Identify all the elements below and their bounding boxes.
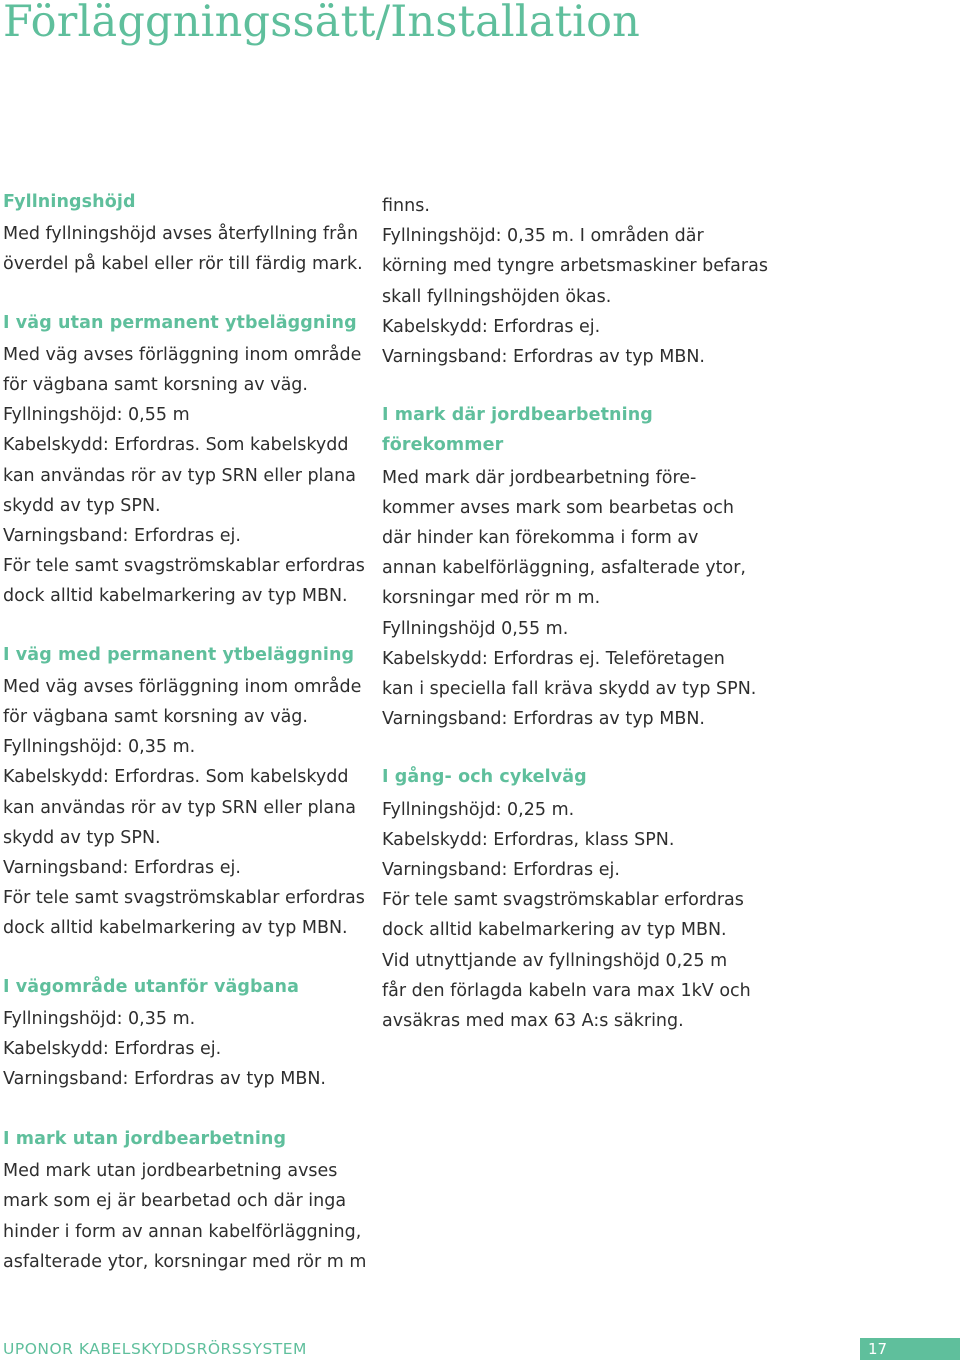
body-line: Kabelskydd: Erfordras. Som kabelskydd	[3, 767, 349, 788]
section-mark-utan	[3, 1124, 367, 1277]
body-line: för vägbana samt korsning av väg.	[3, 707, 308, 728]
section-vag-utan	[3, 308, 363, 612]
page-number: 17	[860, 1338, 960, 1360]
body-line: får den förlagda kabeln vara max 1kV och	[382, 980, 751, 1001]
body-line: Varningsband: Erfordras ej.	[3, 526, 241, 547]
body-line: annan kabelförläggning, asfalterade ytor,	[382, 558, 746, 579]
body-line: korsningar med rör m m.	[382, 588, 601, 609]
section-heading: Fyllningshöjd	[3, 192, 136, 212]
section-heading: I gång- och cykelväg	[382, 767, 587, 788]
section-gang-cykel	[382, 762, 751, 1036]
section-heading: I väg med permanent ytbeläggning	[3, 644, 355, 665]
section-heading-line: förekommer	[382, 435, 504, 456]
body-line: Fyllningshöjd: 0,35 m.	[3, 1008, 196, 1029]
body-line: För tele samt svagströmskablar erfordras	[382, 890, 744, 911]
body-line: Med väg avses förläggning inom område	[3, 676, 362, 697]
body-line: dock alltid kabelmarkering av typ MBN.	[3, 918, 348, 939]
body-line: finns.	[382, 196, 430, 216]
body-line: Med mark där jordbearbetning före-	[382, 467, 697, 488]
section-heading: I mark utan jordbearbetning	[3, 1129, 287, 1149]
section-heading: I väg utan permanent ytbeläggning	[3, 312, 357, 333]
body-line: Kabelskydd: Erfordras ej.	[3, 1039, 222, 1060]
body-line: skydd av typ SPN.	[3, 495, 161, 516]
section-heading-line: I mark där jordbearbetning	[382, 405, 653, 426]
body-line: Varningsband: Erfordras av typ MBN.	[382, 709, 705, 730]
left-column	[3, 187, 363, 1094]
body-line: hinder i form av annan kabelförläggning,	[3, 1221, 362, 1242]
body-line: Fyllningshöjd: 0,35 m.	[3, 737, 196, 758]
body-line: Kabelskydd: Erfordras, klass SPN.	[382, 829, 675, 850]
body-line: avsäkras med max 63 A:s säkring.	[382, 1011, 684, 1032]
body-line: skydd av typ SPN.	[3, 827, 161, 848]
section-heading: I vägområde utanför vägbana	[3, 976, 300, 997]
section-mark-utan-continued	[382, 191, 768, 372]
body-line: där hinder kan förekomma i form av	[382, 528, 699, 549]
body-line: skall fyllningshöjden ökas.	[382, 286, 612, 307]
body-line: kommer avses mark som bearbetas och	[382, 497, 734, 518]
body-line: Kabelskydd: Erfordras ej. Teleföretagen	[382, 648, 725, 669]
right-column	[382, 191, 768, 1036]
body-line: Varningsband: Erfordras ej.	[382, 860, 620, 881]
body-line: Vid utnyttjande av fyllningshöjd 0,25 m	[382, 950, 728, 971]
body-line: Med mark utan jordbearbetning avses	[3, 1161, 338, 1182]
page-title: Förläggningssätt/Installation	[3, 0, 641, 47]
body-line: kan användas rör av typ SRN eller plana	[3, 797, 356, 818]
body-line: Varningsband: Erfordras av typ MBN.	[3, 1069, 326, 1090]
footer-brand: UPONOR KABELSKYDDSRÖRSSYSTEM	[3, 1340, 307, 1358]
body-line: kan användas rör av typ SRN eller plana	[3, 465, 356, 486]
body-line: dock alltid kabelmarkering av typ MBN.	[382, 920, 727, 941]
body-line: Med väg avses förläggning inom område	[3, 344, 362, 365]
section-vagomrade	[3, 972, 363, 1095]
body-line: överdel på kabel eller rör till färdig mark.	[3, 254, 363, 275]
body-line: För tele samt svagströmskablar erfordras	[3, 556, 365, 577]
body-line: för vägbana samt korsning av väg.	[3, 375, 308, 396]
body-line: dock alltid kabelmarkering av typ MBN.	[3, 586, 348, 607]
body-line: Fyllningshöjd: 0,55 m	[3, 405, 190, 426]
body-line: Kabelskydd: Erfordras. Som kabelskydd	[3, 435, 349, 456]
body-line: Kabelskydd: Erfordras ej.	[382, 316, 601, 337]
body-line: mark som ej är bearbetad och där inga	[3, 1191, 347, 1212]
body-line: asfalterade ytor, korsningar med rör m m	[3, 1251, 367, 1272]
body-line: Fyllningshöjd: 0,25 m.	[382, 799, 575, 820]
body-line: Varningsband: Erfordras ej.	[3, 858, 241, 879]
section-fyllningshojd	[3, 187, 363, 280]
body-line: För tele samt svagströmskablar erfordras	[3, 888, 365, 909]
body-line: kan i speciella fall kräva skydd av typ SPN.	[382, 679, 757, 700]
section-vag-med	[3, 640, 363, 944]
section-heading	[382, 400, 742, 460]
section-mark-dar	[382, 400, 757, 734]
body-line: Fyllningshöjd 0,55 m.	[382, 618, 569, 639]
body-line: Varningsband: Erfordras av typ MBN.	[382, 347, 705, 368]
body-line: Fyllningshöjd: 0,35 m. I områden där	[382, 226, 704, 247]
body-line: körning med tyngre arbetsmaskiner befaras	[382, 256, 768, 277]
body-line: Med fyllningshöjd avses återfyllning från	[3, 224, 359, 245]
bottom-left-block	[3, 1124, 367, 1277]
